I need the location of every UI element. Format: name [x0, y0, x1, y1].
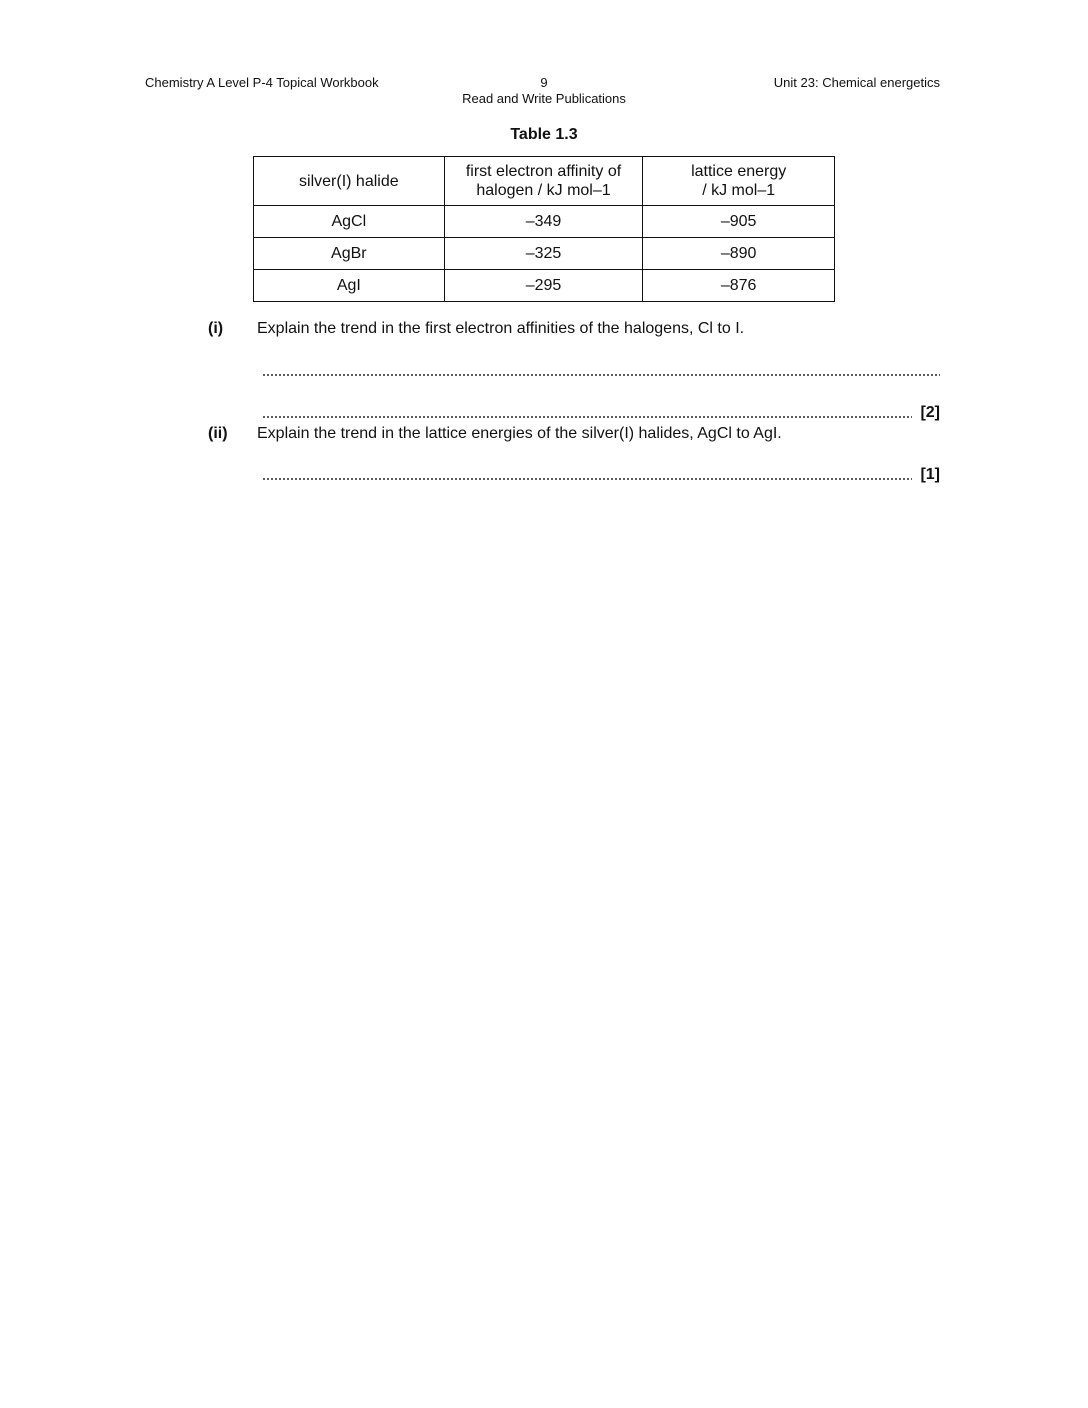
header-unit-title: Unit 23: Chemical energetics	[773, 75, 940, 90]
cell-lattice-energy: –905	[643, 206, 835, 238]
column-header-lattice-energy-line1: lattice energy	[691, 163, 787, 180]
column-header-lattice-energy-line2: / kJ mol–1	[702, 182, 776, 199]
publisher-name: Read and Write Publications	[462, 91, 626, 106]
cell-lattice-energy: –876	[643, 270, 835, 302]
cell-halide: AgBr	[254, 238, 445, 270]
table-row	[254, 238, 835, 270]
column-header-electron-affinity-line2: halogen / kJ mol–1	[476, 182, 611, 199]
cell-electron-affinity: –325	[444, 238, 643, 270]
cell-lattice-energy: –890	[643, 238, 835, 270]
question-text: Explain the trend in the first electron affinities of the halogens, Cl to I.	[257, 320, 745, 337]
table-caption: Table 1.3	[510, 126, 578, 143]
header-center	[444, 75, 644, 107]
question-text: Explain the trend in the lattice energies of the silver(I) halides, AgCl to AgI.	[257, 425, 782, 442]
cell-halide: AgI	[254, 270, 445, 302]
question-number: (ii)	[208, 425, 228, 442]
marks-label: [1]	[920, 466, 940, 483]
question-number: (i)	[208, 320, 224, 337]
data-table	[253, 156, 835, 302]
answer-line[interactable]	[262, 374, 940, 376]
table-row	[254, 270, 835, 302]
cell-electron-affinity: –295	[444, 270, 643, 302]
answer-line[interactable]	[262, 478, 912, 480]
table-row	[254, 206, 835, 238]
table-header-row	[254, 157, 835, 206]
answer-line[interactable]	[262, 416, 912, 418]
column-header-electron-affinity-line1: first electron affinity of	[465, 163, 622, 180]
marks-label: [2]	[920, 404, 940, 421]
cell-electron-affinity: –349	[444, 206, 643, 238]
header-workbook-title: Chemistry A Level P-4 Topical Workbook	[145, 75, 379, 90]
column-header-halide: silver(I) halide	[254, 157, 445, 206]
cell-halide: AgCl	[254, 206, 445, 238]
column-header-lattice-energy	[643, 157, 835, 206]
column-header-electron-affinity	[444, 157, 643, 206]
page-number: 9	[540, 75, 548, 90]
